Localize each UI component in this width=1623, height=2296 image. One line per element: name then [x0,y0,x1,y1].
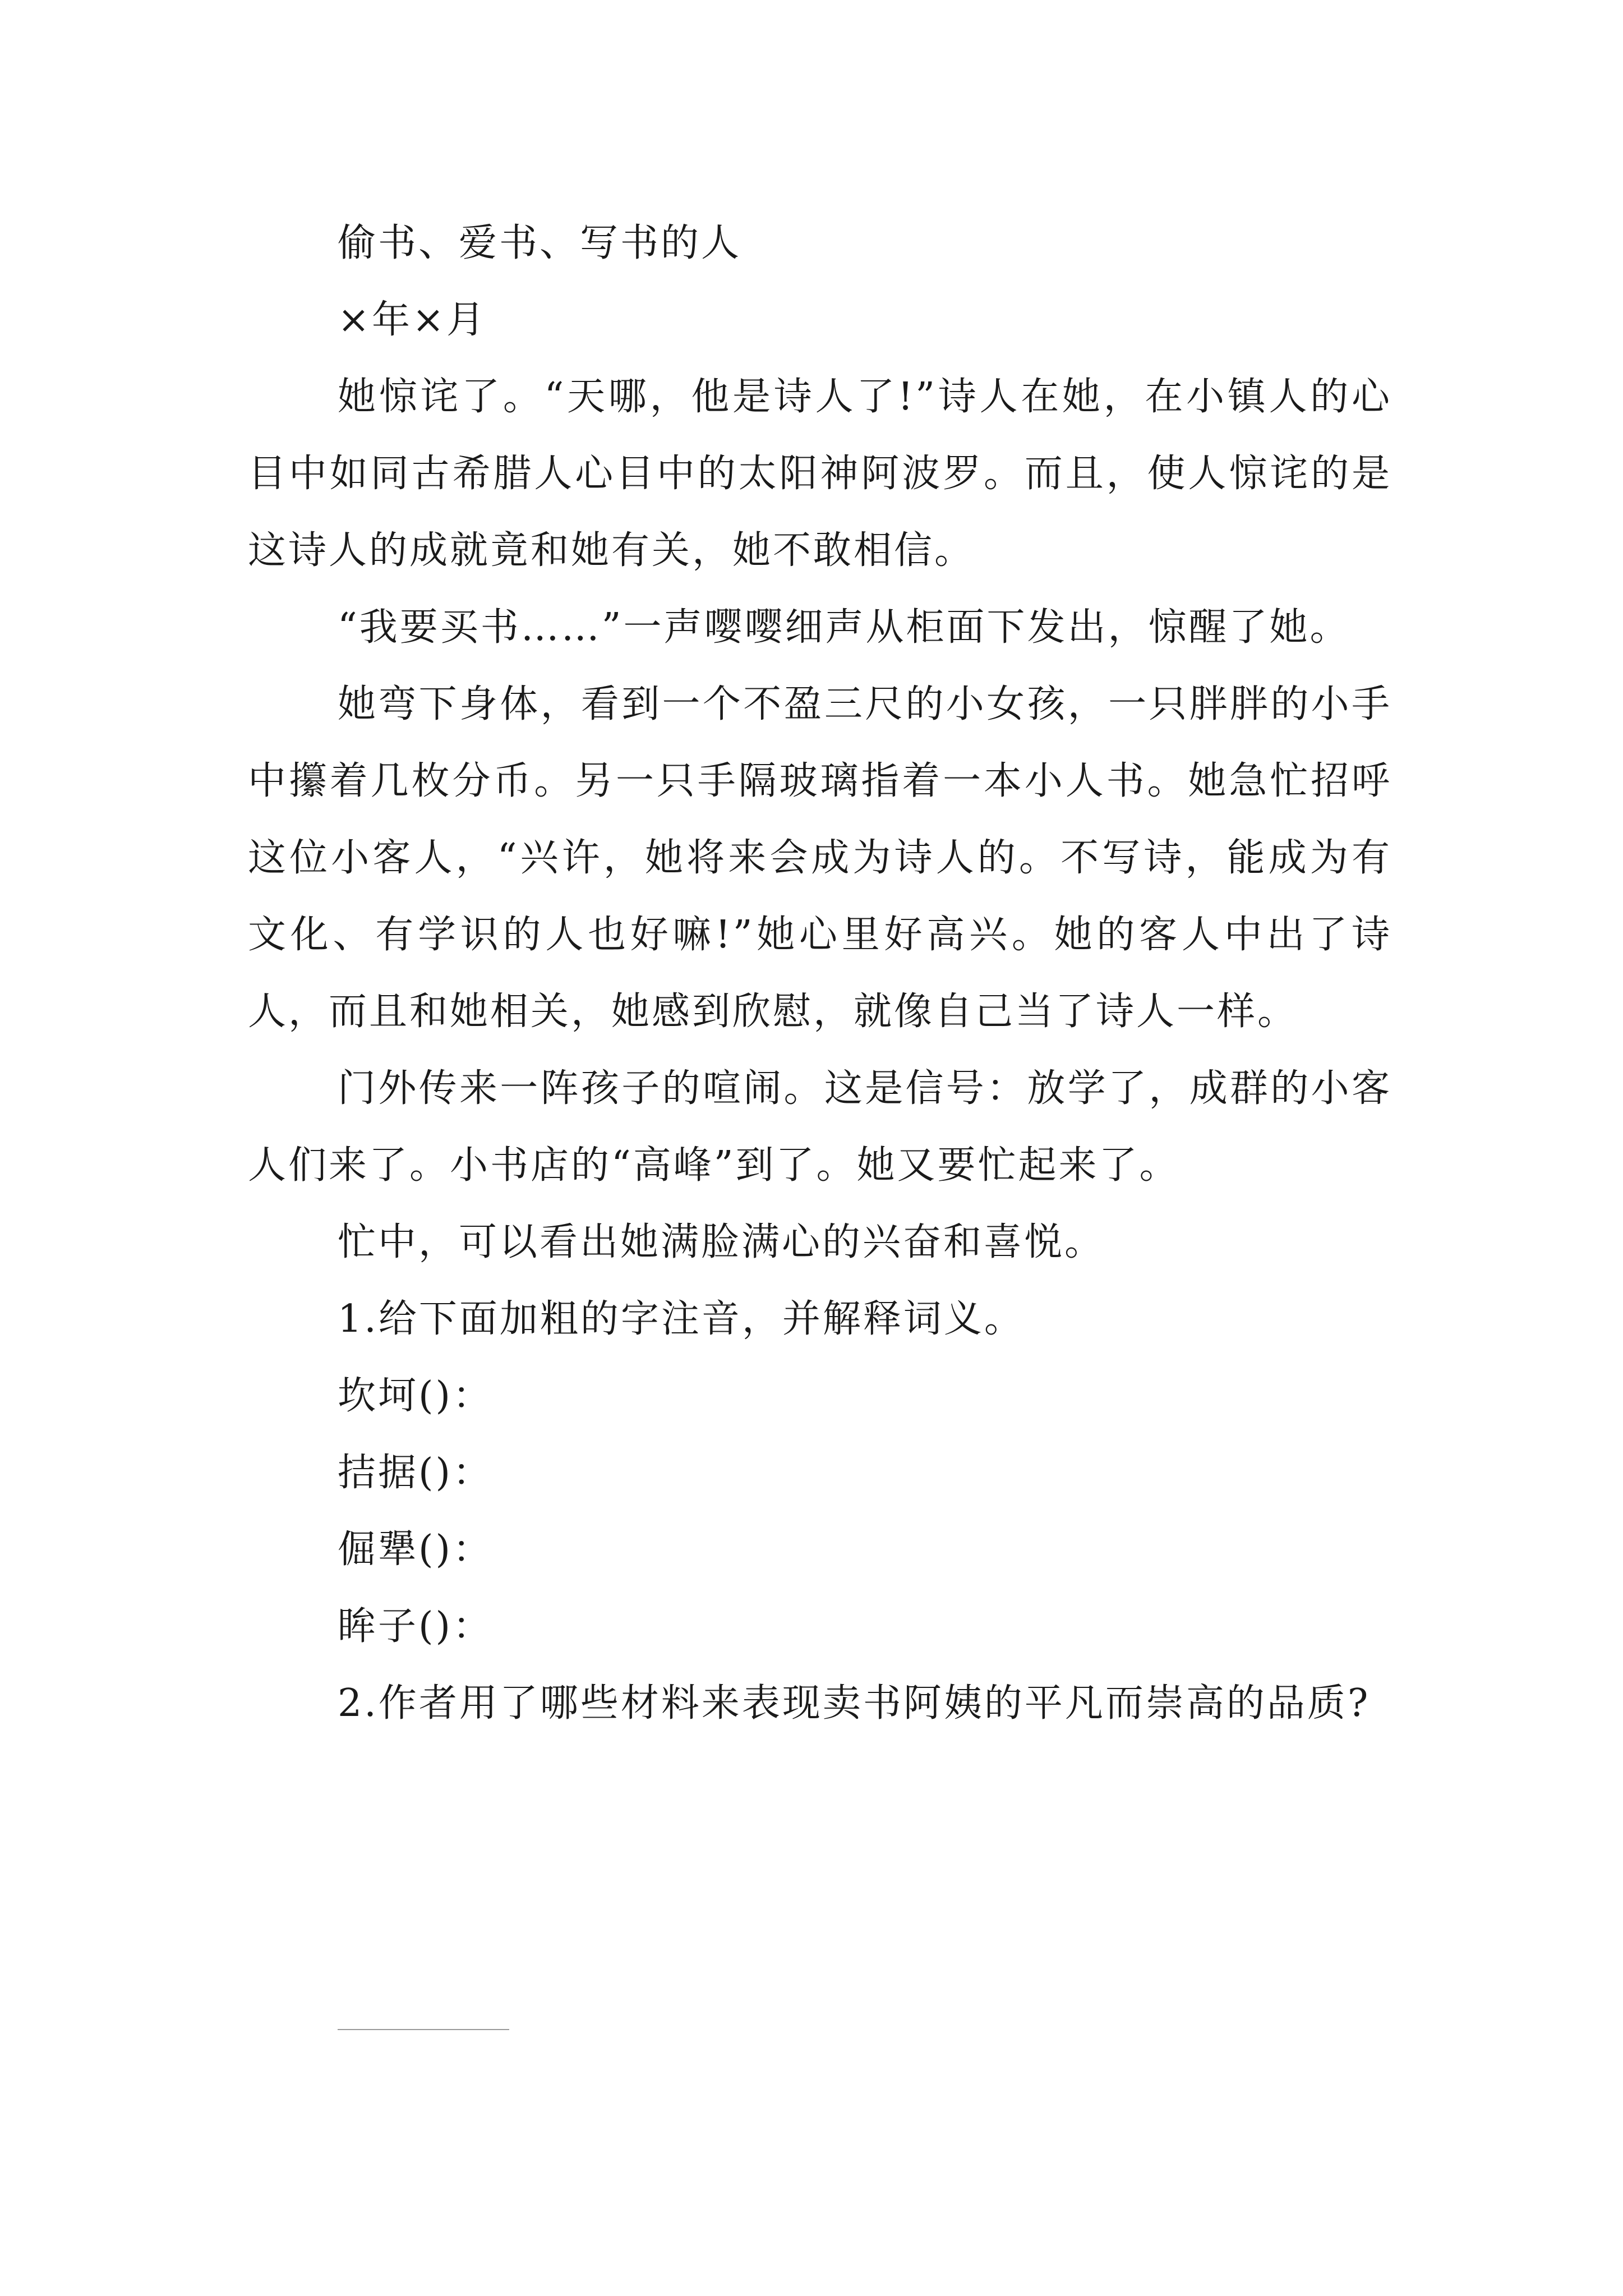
paragraph: 她弯下身体，看到一个不盈三尺的小女孩，一只胖胖的小手中攥着几枚分币。另一只手隔玻璃指着一本小人书。她急忙招呼这位小客人，“兴许，她将来会成为诗人的。不写诗，能成为有文化、有学识的人也好嘛!”她心里好高兴。她的客人中出了诗人，而且和她相关，她感到欣慰，就像自己当了诗人一样。 [248,682,1392,1034]
paragraph: 门外传来一阵孩子的喧闹。这是信号：放学了，成群的小客人们来了。小书店的“高峰”到了。她又要忙起来了。 [248,1066,1392,1188]
paragraph: “我要买书……”一声嘤嘤细声从柜面下发出，惊醒了她。 [338,605,1350,650]
question-1: 1.给下面加粗的字注音，并解释词义。 [338,1297,1025,1341]
question-1-item: 拮据()： [338,1451,494,1495]
paragraph: 她惊诧了。“天哪，他是诗人了!”诗人在她，在小镇人的心目中如同古希腊人心目中的太阳神阿波罗。而且，使人惊诧的是这诗人的成就竟和她有关，她不敢相信。 [248,375,1392,573]
question-2: 2.作者用了哪些材料来表现卖书阿姨的平凡而崇高的品质? [338,1681,1371,1726]
document-body [248,205,1392,1742]
question-1-item: 坎坷()： [338,1374,494,1418]
question-1-item: 眸子()： [338,1604,494,1649]
footer-rule [338,2029,509,2030]
question-1-item: 倔犟()： [338,1527,494,1572]
date-line: ×年×月 [338,298,487,342]
paragraph: 忙中，可以看出她满脸满心的兴奋和喜悦。 [338,1220,1105,1264]
signature-line: 偷书、爱书、写书的人 [338,221,742,265]
